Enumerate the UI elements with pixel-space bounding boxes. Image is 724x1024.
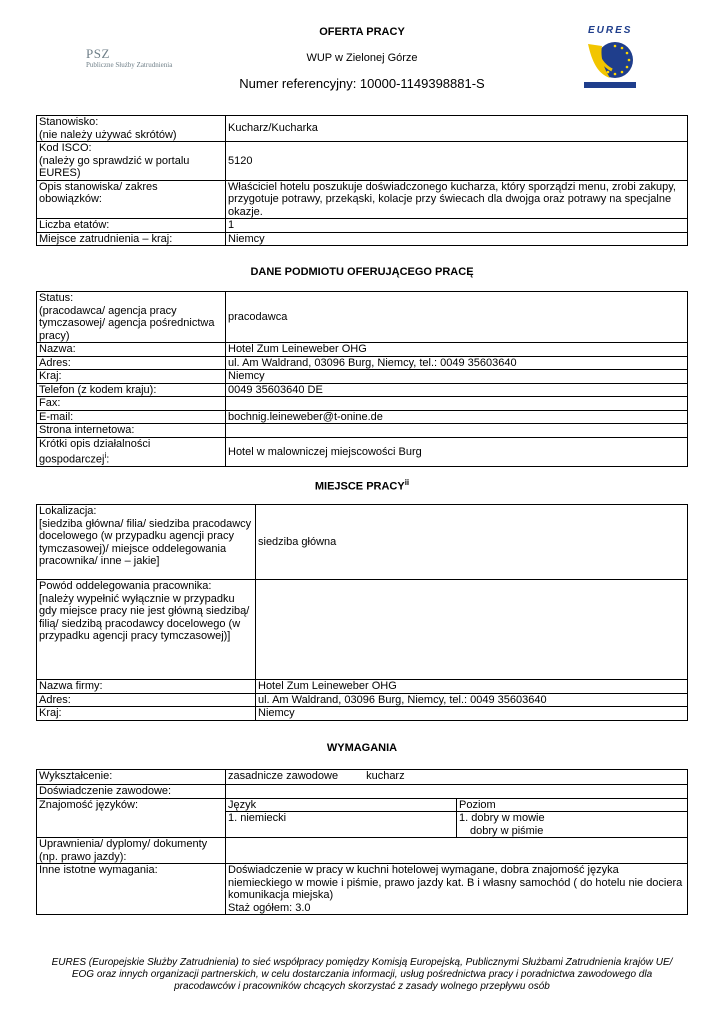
- inne-label: Inne istotne wymagania:: [37, 864, 226, 915]
- opis-value: Właściciel hotelu poszukuje doświadczonego kucharza, który sporządzi menu, zrobi zakupy, przygotuje potrawy, przekąski, kolacje przy świecach dla dwojga oraz potrawy na specjalne okazje.: [226, 180, 688, 219]
- workplace-heading: [0, 478, 724, 493]
- firma-label: Nazwa firmy:: [37, 680, 256, 694]
- isco-value: 5120: [226, 142, 688, 181]
- www-label: Strona internetowa:: [37, 424, 226, 438]
- dzialalnosc-label-text: Krótki opis działalności gospodarczej: [39, 437, 151, 466]
- status-label: Status: (pracodawca/ agencja pracy tymczasowej/ agencja pośrednictwa pracy): [37, 292, 226, 343]
- www-value: [226, 424, 688, 438]
- psz-logo-subtext: Publiczne Służby Zatrudnienia: [86, 61, 173, 69]
- footnote-i-marker: i: [104, 451, 107, 460]
- job-table: [36, 115, 688, 246]
- employer-table: [36, 291, 688, 467]
- jezyk-1: 1. niemiecki: [226, 812, 457, 838]
- poziom-1-pismo: dobry w piśmie: [470, 824, 544, 837]
- isco-label: Kod ISCO: (należy go sprawdzić w portalu EURES): [37, 142, 226, 181]
- etaty-label: Liczba etatów:: [37, 219, 226, 233]
- email-value: bochnig.leineweber@t-onine.de: [226, 410, 688, 424]
- wyksztalcenie-label: Wykształcenie:: [37, 770, 226, 785]
- poziom-header: Poziom: [457, 798, 688, 812]
- workplace-adres-value: ul. Am Waldrand, 03096 Burg, Niemcy, tel.: 0049 35603640: [256, 693, 688, 707]
- doswiadczenie-label: Doświadczenie zawodowe:: [37, 785, 226, 799]
- wyksztalcenie-level: zasadnicze zawodowe: [228, 770, 339, 782]
- inne-text: Doświadczenie w pracy w kuchni hotelowej wymagane, dobra znajomość języka niemieckiego w mowie i piśmie, prawo jazdy kat. B i własny samochód ( do hotelu nie dociera komunikacja miejska): [228, 864, 683, 901]
- kraj-label: Kraj:: [37, 370, 226, 384]
- workplace-kraj-value: Niemcy: [256, 707, 688, 721]
- workplace-adres-label: Adres:: [37, 693, 256, 707]
- powod-value: [256, 580, 688, 680]
- jezyk-header: Język: [226, 798, 457, 812]
- adres-value: ul. Am Waldrand, 03096 Burg, Niemcy, tel.: 0049 35603640: [226, 356, 688, 370]
- adres-label: Adres:: [37, 356, 226, 370]
- svg-text:EURES: EURES: [588, 25, 633, 36]
- fax-value: [226, 397, 688, 411]
- kraj-value: Niemcy: [226, 232, 688, 246]
- uprawnienia-value: [226, 838, 688, 864]
- jezyki-label: Znajomość języków:: [37, 798, 226, 838]
- wyksztalcenie-value: [226, 770, 688, 785]
- workplace-table: [36, 504, 688, 721]
- telefon-label: Telefon (z kodem kraju):: [37, 383, 226, 397]
- firma-value: Hotel Zum Leineweber OHG: [256, 680, 688, 694]
- dzialalnosc-label-colon: :: [106, 453, 110, 466]
- telefon-value: 0049 35603640 DE: [226, 383, 688, 397]
- eures-logo-icon: [582, 22, 638, 92]
- footnote-ii-marker: ii: [404, 478, 410, 487]
- psz-logo-text: PSZ: [86, 46, 110, 61]
- wyksztalcenie-field: kucharz: [366, 770, 405, 782]
- staz-text: Staż ogółem: 3.0: [228, 901, 311, 914]
- status-value: pracodawca: [226, 292, 688, 343]
- page-title: OFERTA PRACY: [319, 26, 405, 38]
- lokalizacja-value: siedziba główna: [256, 505, 688, 580]
- fax-label: Fax:: [37, 397, 226, 411]
- lokalizacja-label: Lokalizacja: [siedziba główna/ filia/ siedziba pracodawcy docelowego (w przypadku agencji pracy tymczasowej)/ miejsce oddelegowania pracownika/ inne – jakie]: [37, 505, 256, 580]
- workplace-kraj-label: Kraj:: [37, 707, 256, 721]
- reference-number: Numer referencyjny: 10000-1149398881-S: [239, 76, 485, 91]
- etaty-value: 1: [226, 219, 688, 233]
- poziom-1: [457, 812, 688, 838]
- dzialalnosc-label: [37, 437, 226, 467]
- dzialalnosc-value: Hotel w malowniczej miejscowości Burg: [226, 437, 688, 467]
- doswiadczenie-value: [226, 785, 688, 799]
- uprawnienia-label: Uprawnienia/ dyplomy/ dokumenty (np. prawo jazdy):: [37, 838, 226, 864]
- email-label: E-mail:: [37, 410, 226, 424]
- poziom-1-mowa: 1. dobry w mowie: [459, 812, 545, 824]
- kraj-value: Niemcy: [226, 370, 688, 384]
- nazwa-value: Hotel Zum Leineweber OHG: [226, 343, 688, 357]
- nazwa-label: Nazwa:: [37, 343, 226, 357]
- office-name: WUP w Zielonej Górze: [306, 52, 418, 64]
- footer-note: EURES (Europejskie Służby Zatrudnienia) to sieć współpracy pomiędzy Komisją Europejską, Publicznymi Służbami Zatrudnienia krajów UE/ EOG oraz innych organizacji partnerskich, w celu dostarczania informacji, usług pośrednictwa pracy i poradnictwa zawodowego dla pracodawców i pracowników chcących skorzystać z zasady wolnego przepływu osób: [51, 957, 673, 992]
- workplace-heading-text: MIEJSCE PRACY: [314, 480, 405, 493]
- stanowisko-label: Stanowisko: (nie należy używać skrótów): [37, 116, 226, 142]
- powod-label: Powód oddelegowania pracownika: [należy wypełnić wyłącznie w przypadku gdy miejsce pracy nie jest główną siedzibą/ filią/ siedzibą pracodawcy docelowego (w przypadku agencji pracy tymczasowej)]: [37, 580, 256, 680]
- opis-label: Opis stanowiska/ zakres obowiązków:: [37, 180, 226, 219]
- eures-logo: [582, 22, 638, 92]
- psz-logo: [86, 46, 172, 69]
- employer-heading: DANE PODMIOTU OFERUJĄCEGO PRACĘ: [250, 266, 474, 278]
- kraj-label: Miejsce zatrudnienia – kraj:: [37, 232, 226, 246]
- requirements-heading: WYMAGANIA: [326, 742, 398, 754]
- inne-value: [226, 864, 688, 915]
- stanowisko-value: Kucharz/Kucharka: [226, 116, 688, 142]
- requirements-table: [36, 769, 688, 915]
